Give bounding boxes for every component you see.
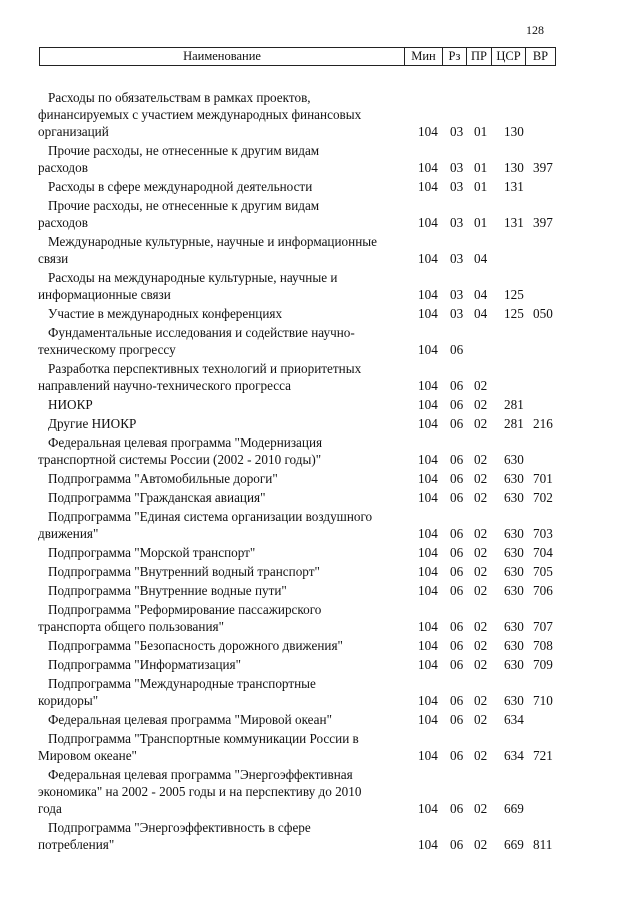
cell-vr: 704 xyxy=(533,545,553,560)
row-codes xyxy=(0,637,640,654)
row-name-line: Подпрограмма "Транспортные коммуникации России в xyxy=(48,731,359,746)
cell-rz: 06 xyxy=(450,471,464,486)
table-row xyxy=(0,711,640,728)
row-name-line: Мировом океане" xyxy=(38,748,137,763)
cell-csr: 630 xyxy=(504,619,524,634)
table-row xyxy=(0,730,640,764)
cell-pr: 02 xyxy=(474,801,488,816)
cell-csr: 281 xyxy=(504,397,524,412)
cell-rz: 06 xyxy=(450,837,464,852)
table-row xyxy=(0,563,640,580)
cell-rz: 03 xyxy=(450,215,464,230)
table-row xyxy=(0,89,640,140)
cell-vr: 702 xyxy=(533,490,553,505)
header-name: Наименование xyxy=(183,49,261,63)
cell-min: 104 xyxy=(418,748,438,763)
cell-min: 104 xyxy=(418,416,438,431)
row-codes xyxy=(0,470,640,487)
table-body xyxy=(0,89,640,855)
row-codes xyxy=(0,286,640,303)
table-row xyxy=(0,637,640,654)
row-codes xyxy=(0,178,640,195)
row-name-line: экономика" на 2002 - 2005 годы и на перспективу до 2010 xyxy=(38,784,362,799)
cell-csr: 634 xyxy=(504,748,524,763)
row-name-line: Подпрограмма "Реформирование пассажирского xyxy=(48,602,322,617)
cell-pr: 02 xyxy=(474,545,488,560)
cell-rz: 06 xyxy=(450,693,464,708)
cell-min: 104 xyxy=(418,693,438,708)
cell-min: 104 xyxy=(418,179,438,194)
cell-min: 104 xyxy=(418,526,438,541)
row-codes xyxy=(0,544,640,561)
cell-pr: 04 xyxy=(474,306,488,321)
row-name-line: Фундаментальные исследования и содействие научно- xyxy=(48,325,355,340)
cell-csr: 630 xyxy=(504,638,524,653)
row-codes xyxy=(0,451,640,468)
cell-pr: 02 xyxy=(474,416,488,431)
header-pr: ПР xyxy=(466,48,491,65)
row-name-line: Подпрограмма "Единая система организации воздушного xyxy=(48,509,373,524)
row-name-line: Федеральная целевая программа "Мировой океан" xyxy=(48,712,332,727)
cell-pr: 04 xyxy=(474,251,488,266)
row-name-line: Подпрограмма "Информатизация" xyxy=(48,657,242,672)
row-name-line: Прочие расходы, не отнесенные к другим видам xyxy=(48,198,320,213)
row-name-line: года xyxy=(38,801,62,816)
cell-min: 104 xyxy=(418,471,438,486)
cell-csr: 131 xyxy=(504,215,524,230)
row-name-line: НИОКР xyxy=(48,397,93,412)
row-codes xyxy=(0,711,640,728)
row-codes xyxy=(0,582,640,599)
row-name-line: Подпрограмма "Внутренний водный транспорт" xyxy=(48,564,320,579)
row-name-line: информационные связи xyxy=(38,287,171,302)
table-row xyxy=(0,470,640,487)
cell-vr: 707 xyxy=(533,619,553,634)
row-codes xyxy=(0,377,640,394)
cell-min: 104 xyxy=(418,160,438,175)
cell-vr: 050 xyxy=(533,306,553,321)
table-row xyxy=(0,324,640,358)
row-codes xyxy=(0,159,640,176)
cell-rz: 03 xyxy=(450,179,464,194)
cell-csr: 630 xyxy=(504,490,524,505)
cell-csr: 130 xyxy=(504,124,524,139)
row-codes xyxy=(0,305,640,322)
table-row xyxy=(0,508,640,542)
row-name-line: Подпрограмма "Гражданская авиация" xyxy=(48,490,266,505)
cell-vr: 216 xyxy=(533,416,553,431)
cell-pr: 02 xyxy=(474,638,488,653)
row-name-line: Разработка перспективных технологий и приоритетных xyxy=(48,361,362,376)
header-min: Мин xyxy=(404,48,442,65)
row-name-line: потребления" xyxy=(38,837,115,852)
row-name-line: транспорта общего пользования" xyxy=(38,619,224,634)
cell-min: 104 xyxy=(418,124,438,139)
row-name-line: Подпрограмма "Безопасность дорожного движения" xyxy=(48,638,343,653)
cell-rz: 06 xyxy=(450,564,464,579)
cell-pr: 02 xyxy=(474,748,488,763)
cell-rz: 06 xyxy=(450,526,464,541)
cell-min: 104 xyxy=(418,545,438,560)
cell-pr: 02 xyxy=(474,452,488,467)
table-row xyxy=(0,766,640,817)
row-codes xyxy=(0,656,640,673)
row-name-line: движения" xyxy=(38,526,99,541)
cell-min: 104 xyxy=(418,452,438,467)
table-row xyxy=(0,434,640,468)
row-name-line: Расходы на международные культурные, научные и xyxy=(48,270,338,285)
table-row xyxy=(0,582,640,599)
table-header xyxy=(39,47,556,66)
table-row xyxy=(0,360,640,394)
cell-pr: 02 xyxy=(474,397,488,412)
cell-min: 104 xyxy=(418,583,438,598)
cell-pr: 02 xyxy=(474,837,488,852)
cell-csr: 125 xyxy=(504,287,524,302)
cell-vr: 721 xyxy=(533,748,553,763)
header-rz: Рз xyxy=(442,48,466,65)
cell-vr: 708 xyxy=(533,638,553,653)
cell-csr: 630 xyxy=(504,526,524,541)
cell-vr: 710 xyxy=(533,693,553,708)
cell-rz: 06 xyxy=(450,452,464,467)
table-row xyxy=(0,601,640,635)
cell-vr: 703 xyxy=(533,526,553,541)
cell-pr: 02 xyxy=(474,564,488,579)
cell-min: 104 xyxy=(418,801,438,816)
cell-csr: 630 xyxy=(504,657,524,672)
row-name-line: связи xyxy=(38,251,69,266)
cell-rz: 06 xyxy=(450,619,464,634)
cell-rz: 06 xyxy=(450,657,464,672)
cell-csr: 131 xyxy=(504,179,524,194)
cell-csr: 630 xyxy=(504,564,524,579)
cell-rz: 03 xyxy=(450,287,464,302)
cell-rz: 06 xyxy=(450,583,464,598)
row-name-line: расходов xyxy=(38,215,88,230)
cell-rz: 03 xyxy=(450,251,464,266)
cell-rz: 03 xyxy=(450,160,464,175)
cell-rz: 03 xyxy=(450,306,464,321)
row-name-line: Расходы по обязательствам в рамках проектов, xyxy=(48,90,311,105)
row-name-line: Подпрограмма "Морской транспорт" xyxy=(48,545,256,560)
table-row xyxy=(0,142,640,176)
row-name-line: финансируемых с участием международных финансовых xyxy=(38,107,362,122)
cell-vr: 709 xyxy=(533,657,553,672)
row-codes xyxy=(0,214,640,231)
cell-csr: 630 xyxy=(504,583,524,598)
cell-rz: 06 xyxy=(450,545,464,560)
cell-min: 104 xyxy=(418,378,438,393)
row-name-line: Федеральная целевая программа "Энергоэффективная xyxy=(48,767,353,782)
row-name-line: направлений научно-технического прогресса xyxy=(38,378,291,393)
row-name-line: Подпрограмма "Внутренние водные пути" xyxy=(48,583,287,598)
table-row xyxy=(0,544,640,561)
cell-rz: 06 xyxy=(450,748,464,763)
cell-rz: 06 xyxy=(450,378,464,393)
row-name-line: техническому прогрессу xyxy=(38,342,176,357)
row-name-line: организаций xyxy=(38,124,109,139)
row-codes xyxy=(0,415,640,432)
row-name-line: Подпрограмма "Автомобильные дороги" xyxy=(48,471,278,486)
cell-min: 104 xyxy=(418,638,438,653)
cell-csr: 281 xyxy=(504,416,524,431)
cell-pr: 01 xyxy=(474,215,488,230)
table-row xyxy=(0,489,640,506)
cell-pr: 04 xyxy=(474,287,488,302)
cell-rz: 06 xyxy=(450,416,464,431)
table-row xyxy=(0,305,640,322)
cell-min: 104 xyxy=(418,564,438,579)
cell-pr: 02 xyxy=(474,657,488,672)
row-codes xyxy=(0,341,640,358)
table-row xyxy=(0,819,640,853)
cell-pr: 01 xyxy=(474,160,488,175)
cell-csr: 634 xyxy=(504,712,524,727)
table-row xyxy=(0,656,640,673)
table-row xyxy=(0,269,640,303)
row-name-line: коридоры" xyxy=(38,693,99,708)
cell-rz: 06 xyxy=(450,638,464,653)
cell-min: 104 xyxy=(418,215,438,230)
row-codes xyxy=(0,123,640,140)
table-row xyxy=(0,197,640,231)
row-name-line: Подпрограмма "Энергоэффективность в сфере xyxy=(48,820,311,835)
table-row xyxy=(0,675,640,709)
row-name-line: Федеральная целевая программа "Модернизация xyxy=(48,435,323,450)
cell-rz: 06 xyxy=(450,801,464,816)
row-codes xyxy=(0,800,640,817)
cell-min: 104 xyxy=(418,712,438,727)
cell-vr: 397 xyxy=(533,160,553,175)
cell-min: 104 xyxy=(418,619,438,634)
cell-csr: 630 xyxy=(504,545,524,560)
cell-vr: 701 xyxy=(533,471,553,486)
cell-csr: 125 xyxy=(504,306,524,321)
cell-pr: 01 xyxy=(474,124,488,139)
row-codes xyxy=(0,836,640,853)
cell-csr: 130 xyxy=(504,160,524,175)
row-codes xyxy=(0,489,640,506)
cell-min: 104 xyxy=(418,657,438,672)
row-name-line: транспортной системы России (2002 - 2010 годы)" xyxy=(38,452,322,467)
row-name-line: Участие в международных конференциях xyxy=(48,306,283,321)
cell-rz: 06 xyxy=(450,342,464,357)
cell-rz: 06 xyxy=(450,490,464,505)
cell-vr: 397 xyxy=(533,215,553,230)
table-row xyxy=(0,178,640,195)
cell-rz: 06 xyxy=(450,712,464,727)
row-codes xyxy=(0,618,640,635)
row-name-line: расходов xyxy=(38,160,88,175)
cell-rz: 06 xyxy=(450,397,464,412)
cell-min: 104 xyxy=(418,287,438,302)
cell-pr: 02 xyxy=(474,619,488,634)
cell-pr: 02 xyxy=(474,471,488,486)
row-codes xyxy=(0,692,640,709)
cell-csr: 630 xyxy=(504,452,524,467)
cell-min: 104 xyxy=(418,306,438,321)
cell-csr: 669 xyxy=(504,837,524,852)
cell-pr: 02 xyxy=(474,712,488,727)
cell-rz: 03 xyxy=(450,124,464,139)
row-name-line: Прочие расходы, не отнесенные к другим видам xyxy=(48,143,320,158)
row-name-line: Подпрограмма "Международные транспортные xyxy=(48,676,316,691)
cell-pr: 02 xyxy=(474,378,488,393)
cell-pr: 02 xyxy=(474,693,488,708)
row-codes xyxy=(0,525,640,542)
cell-pr: 02 xyxy=(474,490,488,505)
cell-csr: 630 xyxy=(504,471,524,486)
cell-vr: 706 xyxy=(533,583,553,598)
row-codes xyxy=(0,747,640,764)
cell-min: 104 xyxy=(418,251,438,266)
row-codes xyxy=(0,396,640,413)
row-codes xyxy=(0,563,640,580)
cell-pr: 01 xyxy=(474,179,488,194)
cell-pr: 02 xyxy=(474,583,488,598)
cell-min: 104 xyxy=(418,490,438,505)
cell-vr: 705 xyxy=(533,564,553,579)
row-name-line: Расходы в сфере международной деятельности xyxy=(48,179,313,194)
header-vr: ВР xyxy=(525,48,555,65)
table-row xyxy=(0,233,640,267)
cell-min: 104 xyxy=(418,837,438,852)
row-name-line: Другие НИОКР xyxy=(48,416,137,431)
row-codes xyxy=(0,250,640,267)
page-number: 128 xyxy=(526,23,544,37)
header-csr: ЦСР xyxy=(491,48,525,65)
cell-vr: 811 xyxy=(533,837,553,852)
cell-min: 104 xyxy=(418,397,438,412)
cell-csr: 669 xyxy=(504,801,524,816)
row-name-line: Международные культурные, научные и информационные xyxy=(48,234,377,249)
cell-csr: 630 xyxy=(504,693,524,708)
table-row xyxy=(0,415,640,432)
cell-pr: 02 xyxy=(474,526,488,541)
cell-min: 104 xyxy=(418,342,438,357)
table-row xyxy=(0,396,640,413)
